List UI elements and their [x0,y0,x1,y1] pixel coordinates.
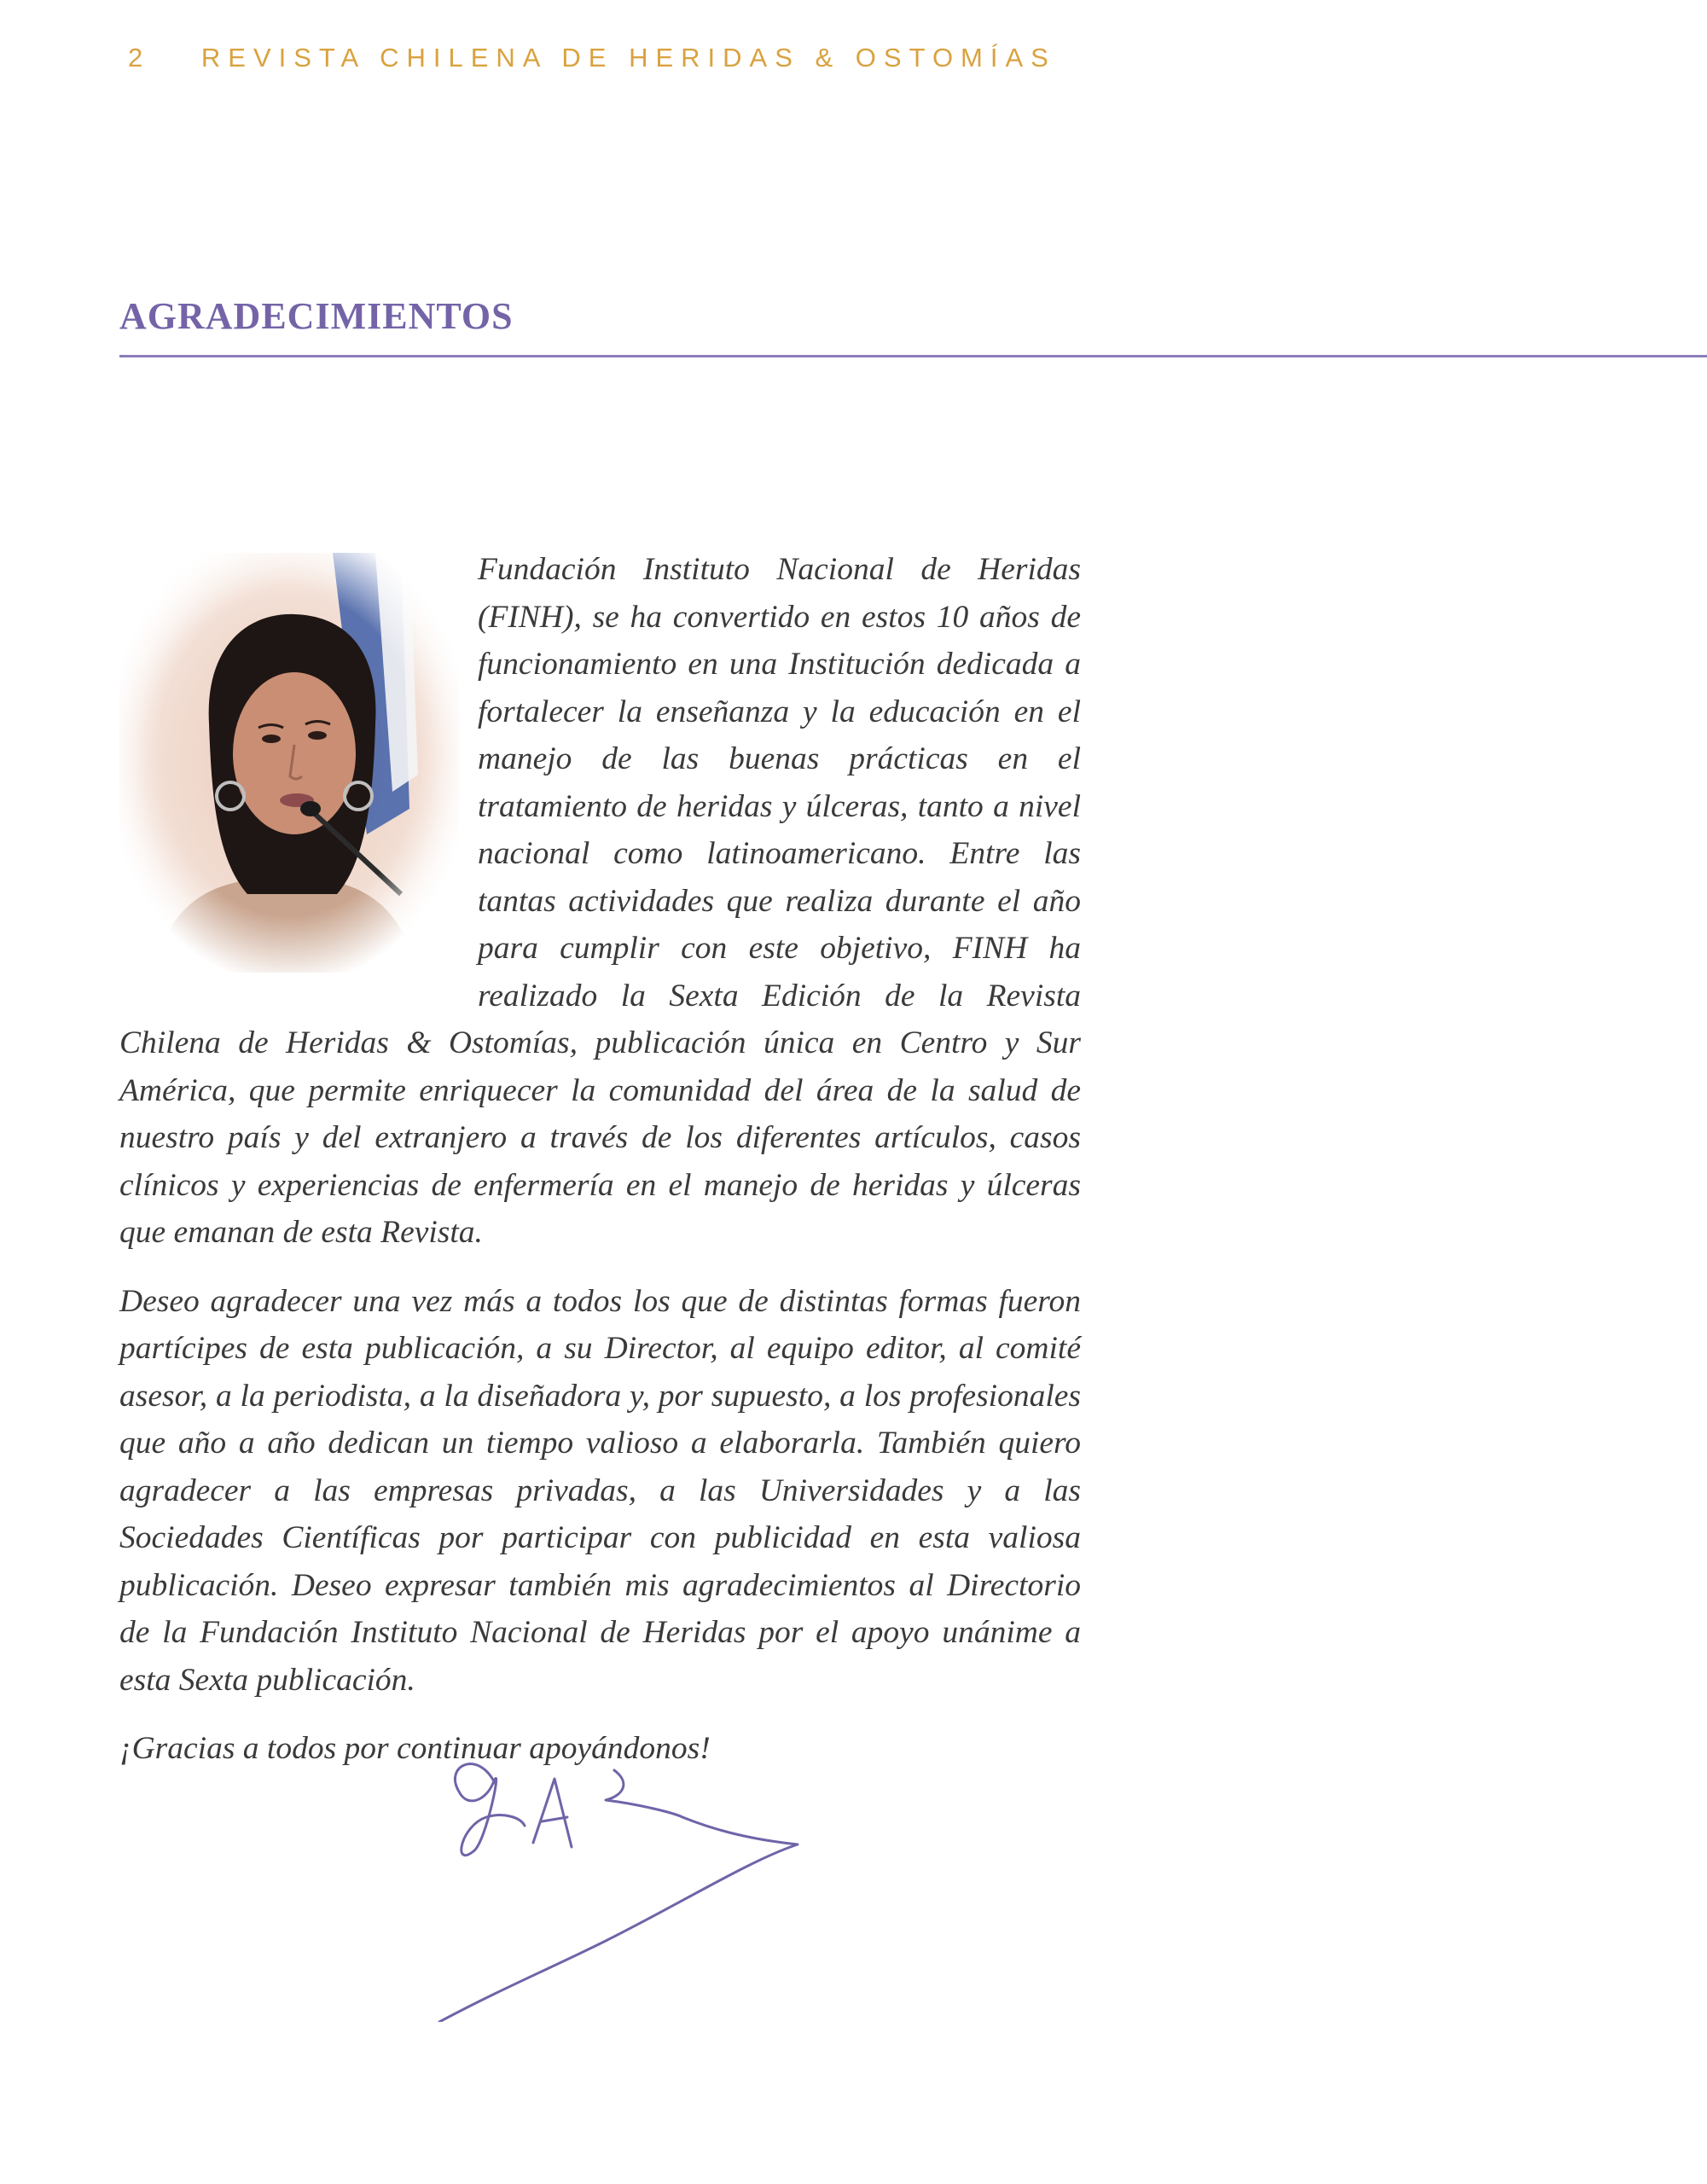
closing-line: ¡Gracias a todos por continuar apoyándonos! [119,1731,711,1766]
page-number: 2 [128,43,151,73]
journal-title: REVISTA CHILENA DE HERIDAS & OSTOMÍAS [200,43,1056,73]
section-title: AGRADECIMIENTOS [119,295,514,337]
title-divider [119,355,1707,357]
portrait-photo [119,553,459,973]
paragraph-thanks: Deseo agradecer una vez más a todos los que de distintas formas fueron partícipes de esta publicación, a su Director, al equipo editor, al comité asesor, a la periodista, a la diseñadora y, por supuesto, a los profesionales que año a año dedican un tiempo valioso a elaborarla. También quiero agradecer a las empresas privadas, a las Universidades y a las Sociedades Científicas por participar con publicidad en esta valiosa publicación. Deseo expresar también mis agradecimientos al Directorio de la Fundación Instituto Nacional de Heridas por el apoyo unánime a esta Sexta publicación. [119,1283,1081,1698]
paragraph-intro: Fundación Instituto Nacional de Heridas (FINH), se ha convertido en estos 10 años de funcionamiento en una Institución dedicada a fortalecer la enseñanza y la educación en el manejo de las buenas prácticas en el tratamiento de heridas y úlceras, tanto a nivel nacional como latinoamericano. Entre las tantas actividades que realiza durante el año para cumplir con este objetivo, FINH ha realizado la Sexta Edición de la Revista Chilena de Heridas & Ostomías, publicación única en Centro y Sur América, que permite enriquecer la comunidad del área de la salud de nuestro país y del extranjero a través de los diferentes artículos, casos clínicos y experiencias de enfermería en el manejo de heridas y úlceras que emanan de esta Revista. [119,552,1081,1250]
running-header [128,43,1056,73]
article-body [119,546,1081,1794]
signature [427,1732,819,2022]
